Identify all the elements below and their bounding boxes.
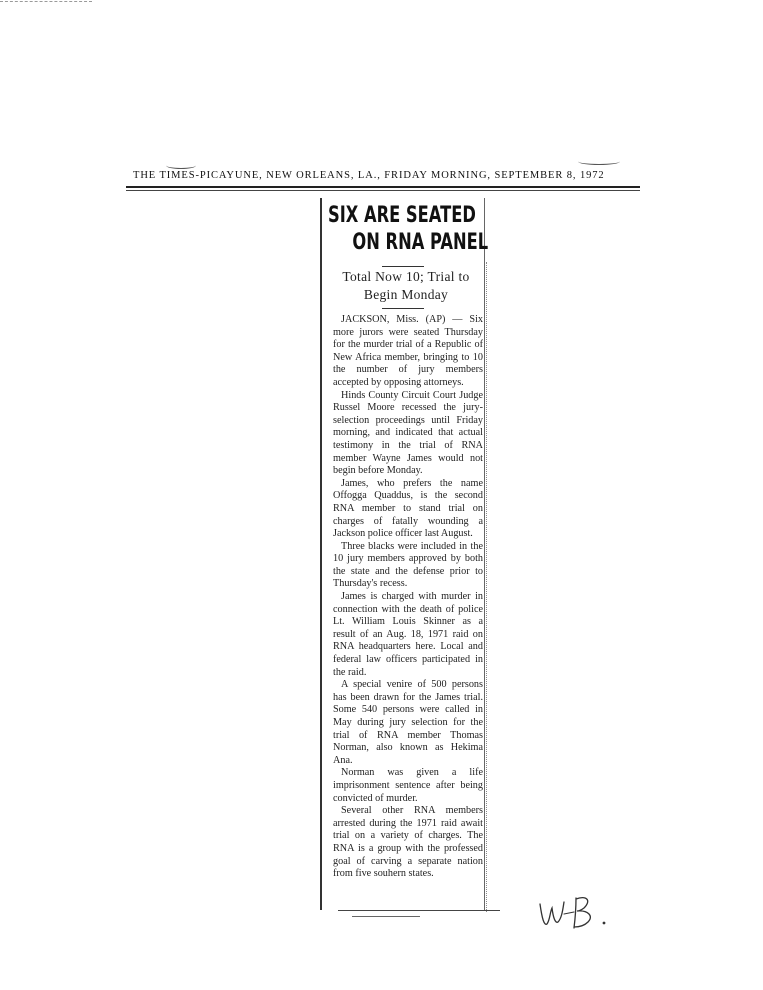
- headline-line: ON RNA PANEL: [352, 230, 489, 255]
- subheadline-line: Begin Monday: [363, 287, 449, 302]
- subheadline-line: Total Now 10; Trial to: [342, 269, 470, 284]
- clipping-edge: [320, 198, 322, 910]
- handwriting-svg: [534, 890, 634, 938]
- article-headline: [328, 202, 489, 256]
- paper-fold-mark: [166, 162, 196, 169]
- top-dashed-line: [0, 1, 92, 2]
- article-paragraph: Hinds County Circuit Court Judge Russel Moore recessed the jury-selection proceedings until Friday morning, and indicated that actual testimony in the trial of RNA member Wayne James would not begin before Monday.: [333, 389, 483, 477]
- article-paragraph: A special venire of 500 persons has been drawn for the James trial. Some 540 persons were called in May during jury selection for the trial of RNA member Thomas Norman, also known as Hekima Ana.: [333, 679, 483, 766]
- article-paragraph: Norman was given a life imprisonment sentence after being convicted of murder.: [333, 767, 483, 804]
- article-paragraph: James is charged with murder in connection with the death of police Lt. William Louis Skinner as a result of an Aug. 18, 1971 raid on RNA headquarters here. Local and federal law officers participated in the raid.: [333, 591, 483, 678]
- article-body: [333, 314, 483, 881]
- paper-fold-mark: [578, 158, 620, 165]
- column-rule: [486, 262, 497, 912]
- article-paragraph: James, who prefers the name Offogga Quaddus, is the second RNA member to stand trial on charges of fatally wounding a Jackson police officer last August.: [333, 477, 483, 540]
- article-paragraph: Three blacks were included in the 10 jury members approved by both the state and the defense prior to Thursday's recess.: [333, 540, 483, 590]
- article-paragraph: Several other RNA members arrested during the 1971 raid await trial on a variety of charges. The RNA is a group with the professed goal of carving a separate nation from five souhern states.: [333, 805, 483, 880]
- clipping-bottom-rule: [352, 916, 420, 917]
- headline-rule: [382, 266, 424, 267]
- clipping-bottom-rule: [338, 910, 500, 911]
- subheadline-rule: [382, 308, 424, 309]
- masthead-rule: [126, 186, 640, 188]
- clipping-edge: [484, 198, 485, 910]
- handwritten-initials: [534, 890, 634, 938]
- article-subheadline: [328, 268, 484, 304]
- headline-line: SIX ARE SEATED: [328, 203, 476, 228]
- article-paragraph: JACKSON, Miss. (AP) — Six more jurors were seated Thursday for the murder trial of a Republic of New Africa member, bringing to 10 the number of jury members accepted by opposing attorneys.: [333, 314, 483, 388]
- masthead-rule: [126, 190, 640, 191]
- newspaper-masthead: THE TIMES-PICAYUNE, NEW ORLEANS, LA., FRIDAY MORNING, SEPTEMBER 8, 1972: [133, 170, 605, 181]
- news-clipping: [320, 198, 500, 910]
